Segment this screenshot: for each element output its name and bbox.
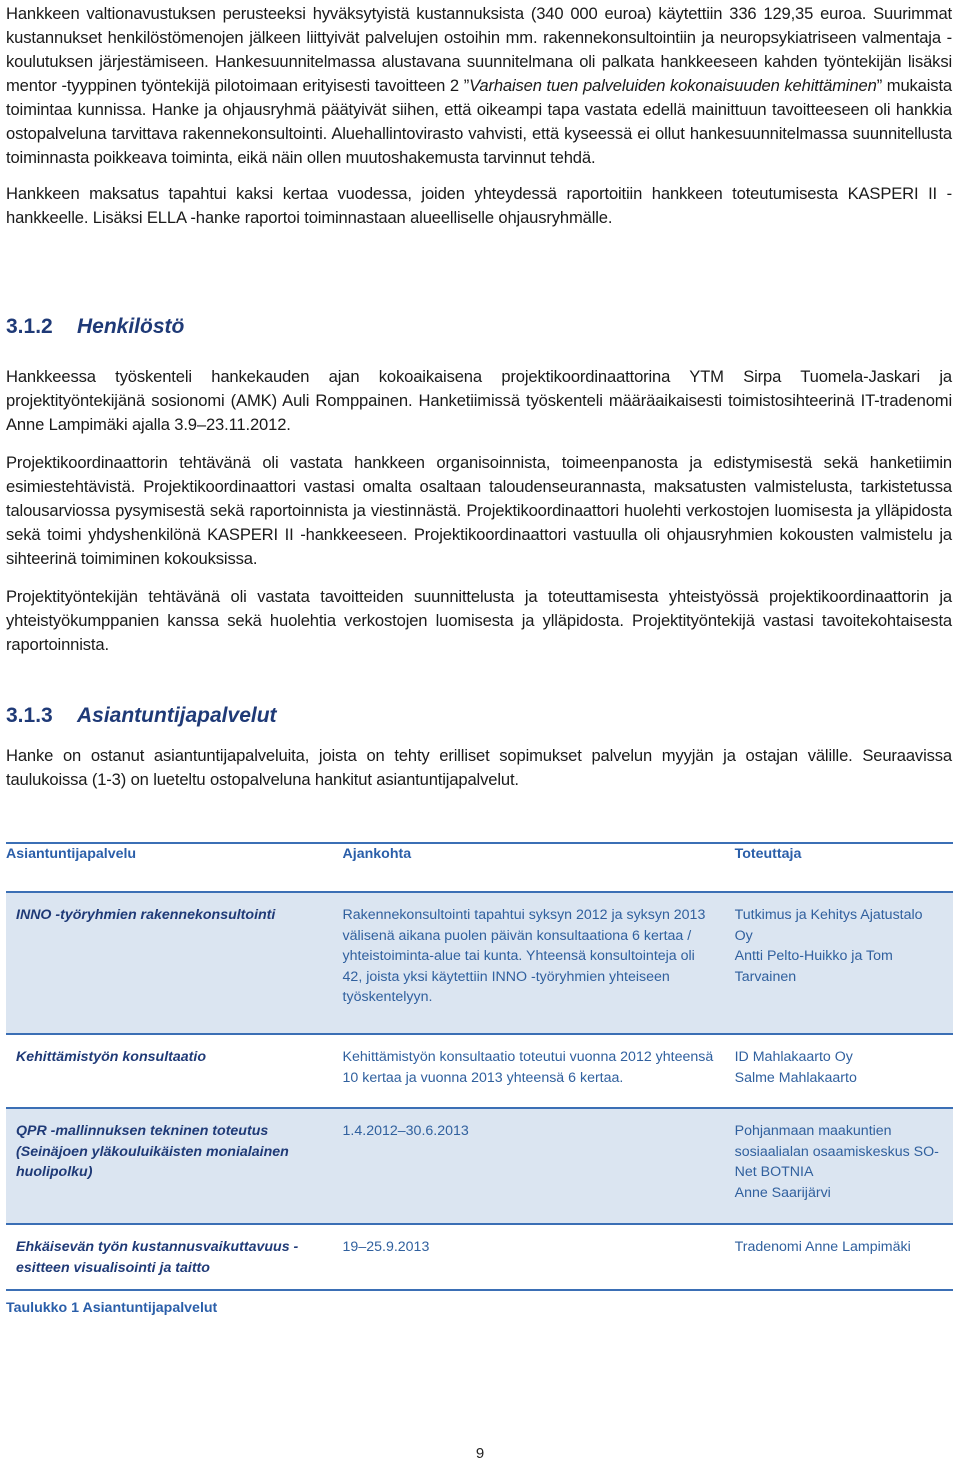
paragraph-payments [6, 182, 952, 230]
service-name: QPR -mallinnuksen tekninen toteutus (Seinäjoen yläkouluikäisten monialainen huolipolku) [6, 1108, 343, 1224]
service-when: 19–25.9.2013 [343, 1224, 735, 1290]
column-header: Toteuttaja [734, 846, 802, 862]
section-heading [6, 703, 952, 729]
service-name: INNO -työryhmien rakennekonsultointi [6, 892, 343, 1034]
service-provider: Tutkimus ja Kehitys Ajatustalo Oy Antti Pelto-Huikko ja Tom Tarvainen [735, 892, 953, 1034]
service-name: Ehkäisevän työn kustannusvaikuttavuus -esitteen visualisointi ja taitto [6, 1224, 343, 1290]
text-run: ” mukaista toimintaa kunnissa. Hanke ja ohjausryhmä päätyivät siihen, että oikeampi tapa vastata edellä mainittuun tavoitteeseen oli hankkia ostopalveluna tarvittava rakennekonsultointi. Aluehallintovirasto vahvisti, että kyseessä ei ollut hankesuunnitelmassa suunnitellusta toiminnasta poikkeava toiminta, eikä näin ollen muutoshakemusta tarvinnut tehdä. [6, 76, 952, 167]
section-asiantuntijapalvelut [6, 703, 952, 792]
table-caption: Taulukko 1 Asiantuntijapalvelut [6, 1300, 218, 1316]
table-row [6, 892, 953, 1034]
paragraph-funding [6, 2, 952, 170]
service-when: Kehittämistyön konsultaatio toteutui vuonna 2012 yhteensä 10 kertaa ja vuonna 2013 yhteensä 6 kertaa. [343, 1034, 735, 1108]
service-provider: ID Mahlakaarto Oy Salme Mahlakaarto [735, 1034, 953, 1108]
italic-goal-title: Varhaisen tuen palveluiden kokonaisuuden kehittäminen [469, 76, 877, 95]
section-heading [6, 314, 952, 340]
column-header: Ajankohta [342, 846, 412, 862]
text-run: Hankkeen maksatus tapahtui kaksi kertaa vuodessa, joiden yhteydessä raportoitiin hankkeen toteutumisesta KASPERI II -hankkeelle. Lisäksi ELLA -hanke raportoi toiminnastaan alueelliselle ohjausryhmälle. [6, 184, 952, 227]
section-henkilosto [6, 314, 952, 657]
paragraph: Projektityöntekijän tehtävänä oli vastata tavoitteiden suunnittelusta ja toteuttamisesta yhteistyössä projektikoordinaattorin ja yhteistyökumppanien kanssa sekä huolehtia verkostojen luomisesta ja ylläpidosta. Projektityöntekijä vastasi tavoitekohtaisesta raportoinnista. [6, 587, 952, 654]
table-row [6, 1224, 953, 1290]
paragraph: Hanke on ostanut asiantuntijapalveluita, joista on tehty erilliset sopimukset palvelun myyjän ja ostajan välille. Seuraavissa taulukoissa (1-3) on lueteltu ostopalveluna hankitut asiantuntijapalvelut. [6, 746, 952, 789]
section-number: 3.1.2 [6, 315, 53, 338]
table-row [6, 1034, 953, 1108]
service-when: 1.4.2012–30.6.2013 [343, 1108, 735, 1224]
service-provider: Pohjanmaan maakuntien sosiaalialan osaamiskeskus SO-Net BOTNIA Anne Saarijärvi [735, 1108, 953, 1224]
paragraph: Hankkeessa työskenteli hankekauden ajan kokoaikaisena projektikoordinaattorina YTM Sirpa Tuomela-Jaskari ja projektityöntekijänä sosionomi (AMK) Auli Romppainen. Hanketiimissä työskenteli määräaikaisesti toimistosihteerinä IT-tradenomi Anne Lampimäki ajalla 3.9–23.11.2012. [6, 367, 952, 434]
service-when: Rakennekonsultointi tapahtui syksyn 2012 ja syksyn 2013 välisenä aikana puolen päivän konsultaationa 6 kertaa / yhteistoiminta-alue tai kunta. Yhteensä konsultointeja oli 42, joista yksi käytettiin INNO -työryhmien yhteiseen työskentelyyn. [343, 892, 735, 1034]
service-name: Kehittämistyön konsultaatio [6, 1034, 343, 1108]
services-table [6, 842, 953, 1291]
column-header: Asiantuntijapalvelu [6, 846, 137, 862]
page-number: 9 [475, 1445, 485, 1462]
section-number: 3.1.3 [6, 704, 53, 727]
table-row [6, 1108, 953, 1224]
section-title: Asiantuntijapalvelut [77, 704, 277, 727]
table-header-row [6, 843, 953, 892]
text-run: Hankkeen valtionavustuksen perusteeksi hyväksytyistä kustannuksista (340 000 euroa) käytettiin 336 129,35 euroa. Suurimmat kustannukset henkilöstömenojen jälkeen liittyivät palvelujen ostoihin mm. rakennekonsultointiin ja neuropsykiatriseen valmentaja -koulutuksen järjestämiseen. Hankesuunnitelmassa alustavana suunnitelmana oli palkata hankkeeseen kahden työntekijän lisäksi mentor -tyyppinen työntekijä pilotoimaan erityisesti tavoitteen 2 ” [6, 4, 952, 95]
section-title: Henkilöstö [77, 315, 185, 338]
paragraph: Projektikoordinaattorin tehtävänä oli vastata hankkeen organisoinnista, toimeenpanosta ja edistymisestä sekä hanketiimin esimiestehtävistä. Projektikoordinaattori vastasi omalta osaltaan taloudenseurannasta, maksatusten valmistelusta, tarkistetussa talousarviossa pysymisestä sekä raportoinnista ja viestinnästä. Projektikoordinaattori huolehti verkostojen luomisesta ja ylläpidosta sekä toimi yhdyshenkilönä KASPERI II -hankkeeseen. Projektikoordinaattori vastuulla oli ohjausryhmien kokousten valmistelu ja sihteerinä toimiminen kokouksissa. [6, 453, 952, 568]
service-provider: Tradenomi Anne Lampimäki [735, 1224, 953, 1290]
intro-block [6, 2, 952, 230]
